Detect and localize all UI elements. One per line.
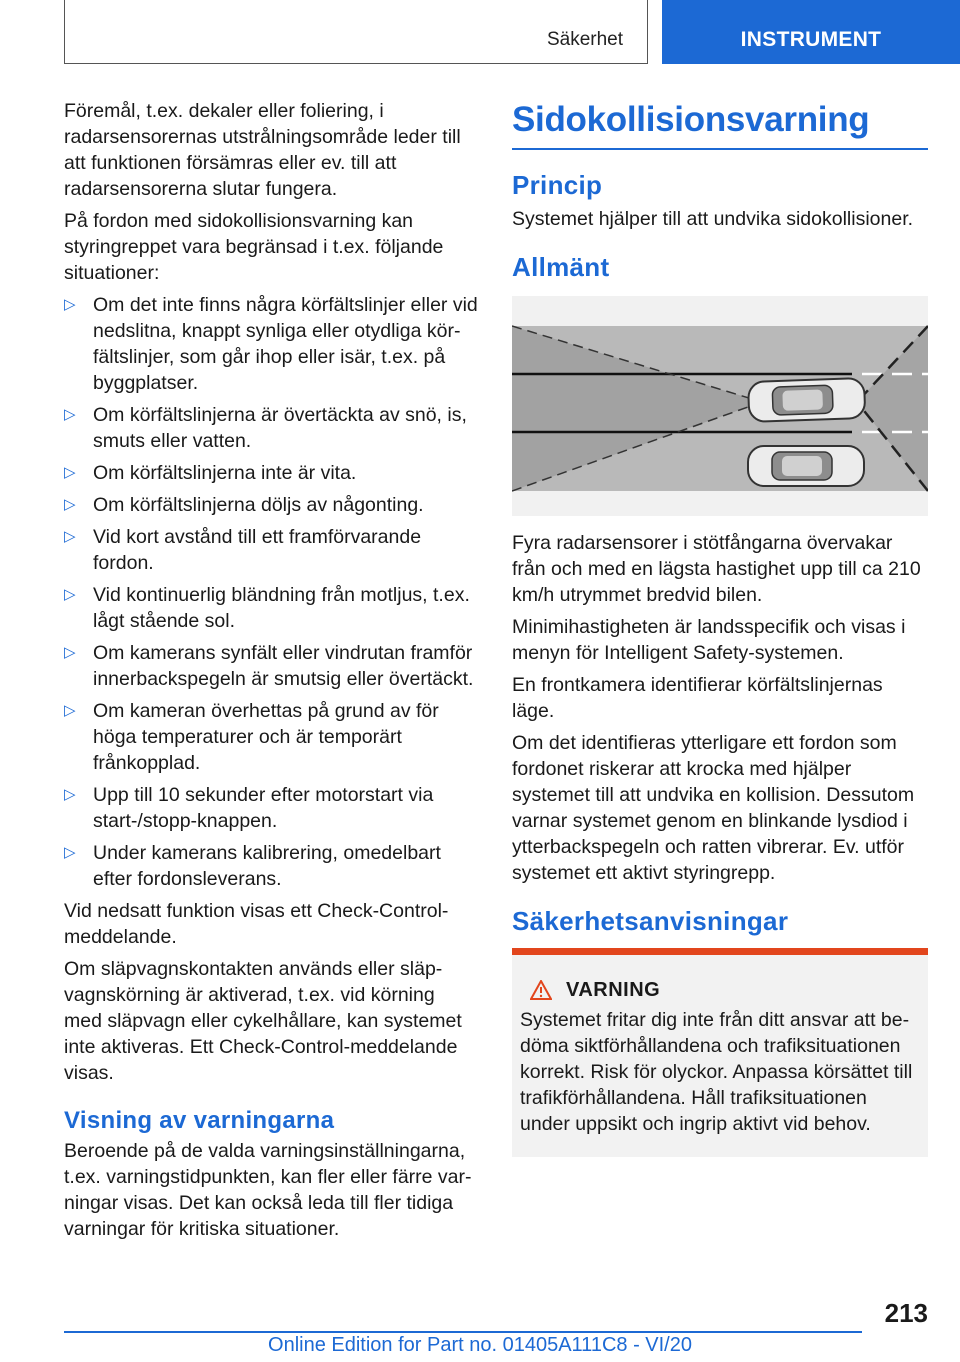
header-chapter-tab[interactable] bbox=[662, 0, 960, 64]
heading-allmant: Allmänt bbox=[512, 252, 610, 282]
warning-header bbox=[520, 977, 920, 1003]
bullet-triangle-icon: ▷ bbox=[64, 464, 76, 481]
paragraph-collision-warning: Om det identifieras ytterligare ett fordon som fordonet riskerar att krocka med hjälper systemet till att undvika en kollision. Dessutom varnar systemet genom en blinkande lysdiod i ytterbackspegeln och ratten vibrerar. Ev. utför systemet ett aktivt styringrepp. bbox=[512, 732, 915, 884]
left-column bbox=[64, 98, 478, 1248]
heading-warnings-display: Visning av varningarna bbox=[64, 1107, 335, 1134]
warning-box bbox=[512, 948, 928, 1157]
paragraph-front-camera: En frontkamera identifierar körfältslinjernas läge. bbox=[512, 674, 883, 722]
footer-divider bbox=[64, 1331, 862, 1333]
list-item: ▷ Om det inte finns några körfältslinjer eller vid nedslitna, knappt synliga eller otydliga körfältslinjer, som går ihop eller isär, t.ex. på byggplatser. bbox=[64, 294, 478, 394]
header-chapter-title: INSTRUMENT bbox=[740, 28, 882, 51]
list-item: ▷ Under kamerans kalibrering, omedelbart efter fordonsleverans. bbox=[64, 842, 441, 890]
header-section-title: Säkerhet bbox=[546, 29, 623, 50]
bullet-triangle-icon: ▷ bbox=[64, 528, 76, 545]
page-title: Sidokollisionsvarning bbox=[512, 98, 928, 150]
paragraph-warnings-display: Beroende på de valda varningsinställningarna, t.ex. varningstidpunkten, kan fler eller färre varningar visas. Det kan också leda till fler tidiga varningar för kritiska situationer. bbox=[64, 1140, 472, 1240]
header-section-box bbox=[64, 0, 648, 64]
bullet-triangle-icon: ▷ bbox=[64, 296, 76, 313]
bullet-triangle-icon: ▷ bbox=[64, 406, 76, 423]
side-collision-illustration bbox=[512, 296, 928, 516]
warning-title: VARNING bbox=[566, 979, 661, 1001]
list-item: ▷ Om kamerans synfält eller vindrutan framför innerbackspegeln är smutsig eller övertäckt. bbox=[64, 642, 474, 690]
paragraph-radar-sensors: Fyra radarsensorer i stötfångarna övervakar från och med en lägsta hastighet upp till ca 210 km/h utrymmet bredvid bilen. bbox=[512, 532, 921, 606]
warning-triangle-icon bbox=[530, 980, 552, 1000]
list-item: ▷ Om körfältslinjerna döljs av någonting. bbox=[64, 494, 424, 516]
footer-edition: Online Edition for Part no. 01405A111C8 - VI/20 bbox=[268, 1334, 692, 1356]
bullet-triangle-icon: ▷ bbox=[64, 586, 76, 603]
list-item: ▷ Vid kontinuerlig bländning från motljus, t.ex. lågt stående sol. bbox=[64, 584, 470, 632]
list-item: ▷ Vid kort avstånd till ett framförvarande fordon. bbox=[64, 526, 422, 574]
bullet-triangle-icon: ▷ bbox=[64, 496, 76, 513]
list-item: ▷ Om kameran överhettas på grund av för höga temperaturer och är temporärt frånkopplad. bbox=[64, 700, 439, 774]
bullet-triangle-icon: ▷ bbox=[64, 844, 76, 861]
list-item: ▷ Upp till 10 sekunder efter motorstart via start-/stopp-knappen. bbox=[64, 784, 434, 832]
bullet-triangle-icon: ▷ bbox=[64, 644, 76, 661]
bullet-triangle-icon: ▷ bbox=[64, 702, 76, 719]
list-item: ▷ Om körfältslinjerna inte är vita. bbox=[64, 462, 357, 484]
right-column bbox=[512, 98, 928, 1157]
page-number: 213 bbox=[884, 1298, 928, 1328]
warning-text: Systemet fritar dig inte från ditt ansvar att bedöma siktförhållandena och trafiksituationen korrekt. Risk för olyckor. Anpassa körsättet till trafikförhållandena. Håll trafiksituationen under uppsikt och ingrip aktivt vid behov. bbox=[520, 1009, 913, 1135]
paragraph-trailer: Om släpvagnskontakten används eller släpvagnskörning är aktiverad, t.ex. vid körning med släpvagn eller cykelhållare, kan systemet inte aktiveras. Ett Check-Control-meddelande visas. bbox=[64, 958, 462, 1084]
heading-safety-notes: Säkerhetsanvisningar bbox=[512, 906, 789, 936]
list-item: ▷ Om körfältslinjerna är övertäckta av snö, is, smuts eller vatten. bbox=[64, 404, 467, 452]
paragraph-objects: Föremål, t.ex. dekaler eller foliering, i radarsensorernas utstrålningsområde leder till att funktionen försämras eller ev. till att radarsensorerna slutar fungera. bbox=[64, 100, 461, 200]
bullet-triangle-icon: ▷ bbox=[64, 786, 76, 803]
paragraph-minimum-speed: Minimihastigheten är landsspecifik och visas i menyn för Intelligent Safety-systemen. bbox=[512, 616, 906, 664]
paragraph-princip: Systemet hjälper till att undvika sidokollisioner. bbox=[512, 208, 914, 230]
limitations-list bbox=[64, 292, 478, 892]
paragraph-limitations-intro: På fordon med sidokollisionsvarning kan styringreppet vara begränsad i t.ex. följande situationer: bbox=[64, 210, 444, 284]
heading-princip: Princip bbox=[512, 170, 603, 200]
paragraph-check-control: Vid nedsatt funktion visas ett Check-Control-meddelande. bbox=[64, 900, 449, 948]
